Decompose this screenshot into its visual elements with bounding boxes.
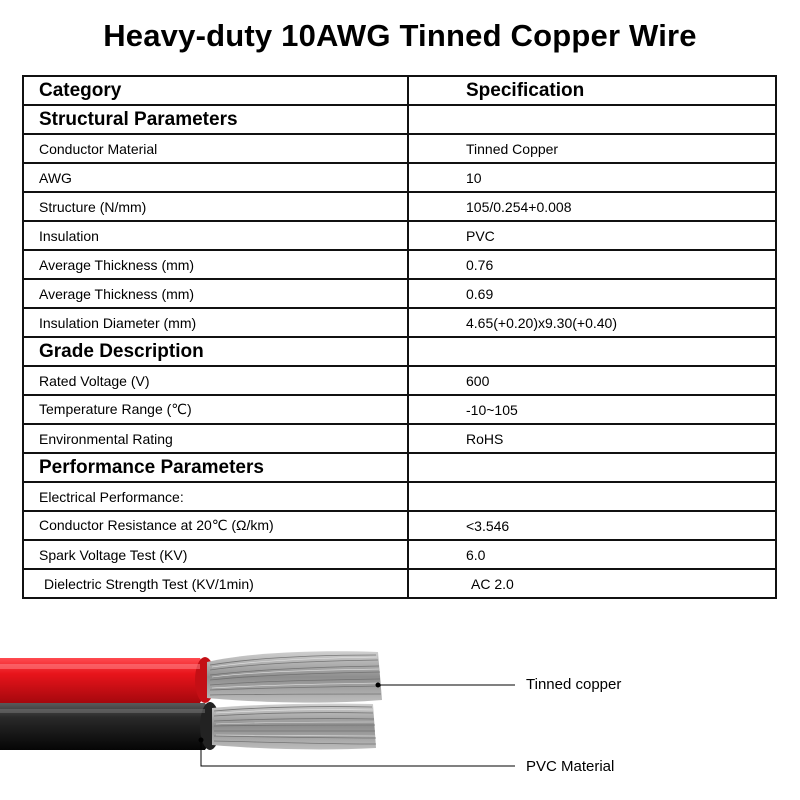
row-value [408,482,776,511]
row-category: Average Thickness (mm) [23,279,408,308]
row-category: Spark Voltage Test (KV) [23,540,408,569]
row-category: Environmental Rating [23,424,408,453]
table-row [23,250,776,279]
row-category: Insulation [23,221,408,250]
row-category: Temperature Range (℃) [23,395,408,424]
table-row [23,366,776,395]
table-row [23,308,776,337]
table-header-row [23,76,776,105]
row-category: Electrical Performance: [23,482,408,511]
red-wire [0,657,215,703]
row-value: RoHS [408,424,776,453]
table-row [23,395,776,424]
row-value: -10~105 [408,395,776,424]
table-row [23,134,776,163]
spec-table [22,75,777,599]
callout-tinned-copper: Tinned copper [526,676,622,693]
table-row [23,569,776,598]
row-value: <3.546 [408,511,776,540]
section-title: Structural Parameters [23,105,408,134]
black-wire [0,702,220,750]
callout-pvc-material: PVC Material [526,758,615,775]
copper-strands-bottom [212,704,376,750]
row-category: Conductor Material [23,134,408,163]
row-category: Conductor Resistance at 20℃ (Ω/km) [23,511,408,540]
table-row [23,511,776,540]
section-row [23,453,776,482]
row-category: Dielectric Strength Test (KV/1min) [23,569,408,598]
table-row [23,424,776,453]
table-row [23,221,776,250]
row-value: AC 2.0 [408,569,776,598]
callout-pvc-line [199,738,516,767]
row-value: PVC [408,221,776,250]
row-value: 600 [408,366,776,395]
copper-strands-top [207,651,382,702]
row-value: 105/0.254+0.008 [408,192,776,221]
row-value [408,105,776,134]
section-title: Performance Parameters [23,453,408,482]
header-specification: Specification [408,76,776,105]
row-value [408,337,776,366]
row-category: AWG [23,163,408,192]
section-title: Grade Description [23,337,408,366]
callout-copper-line [376,683,516,688]
header-category: Category [23,76,408,105]
table-row [23,540,776,569]
page-title: Heavy-duty 10AWG Tinned Copper Wire [103,18,697,53]
section-row [23,337,776,366]
row-value: 0.69 [408,279,776,308]
table-row [23,279,776,308]
row-category: Structure (N/mm) [23,192,408,221]
section-row [23,105,776,134]
row-value: Tinned Copper [408,134,776,163]
row-value: 6.0 [408,540,776,569]
row-value: 0.76 [408,250,776,279]
row-value: 10 [408,163,776,192]
row-value: 4.65(+0.20)x9.30(+0.40) [408,308,776,337]
table-row [23,192,776,221]
row-category: Rated Voltage (V) [23,366,408,395]
row-category: Average Thickness (mm) [23,250,408,279]
table-row [23,163,776,192]
row-value [408,453,776,482]
table-row [23,482,776,511]
row-category: Insulation Diameter (mm) [23,308,408,337]
